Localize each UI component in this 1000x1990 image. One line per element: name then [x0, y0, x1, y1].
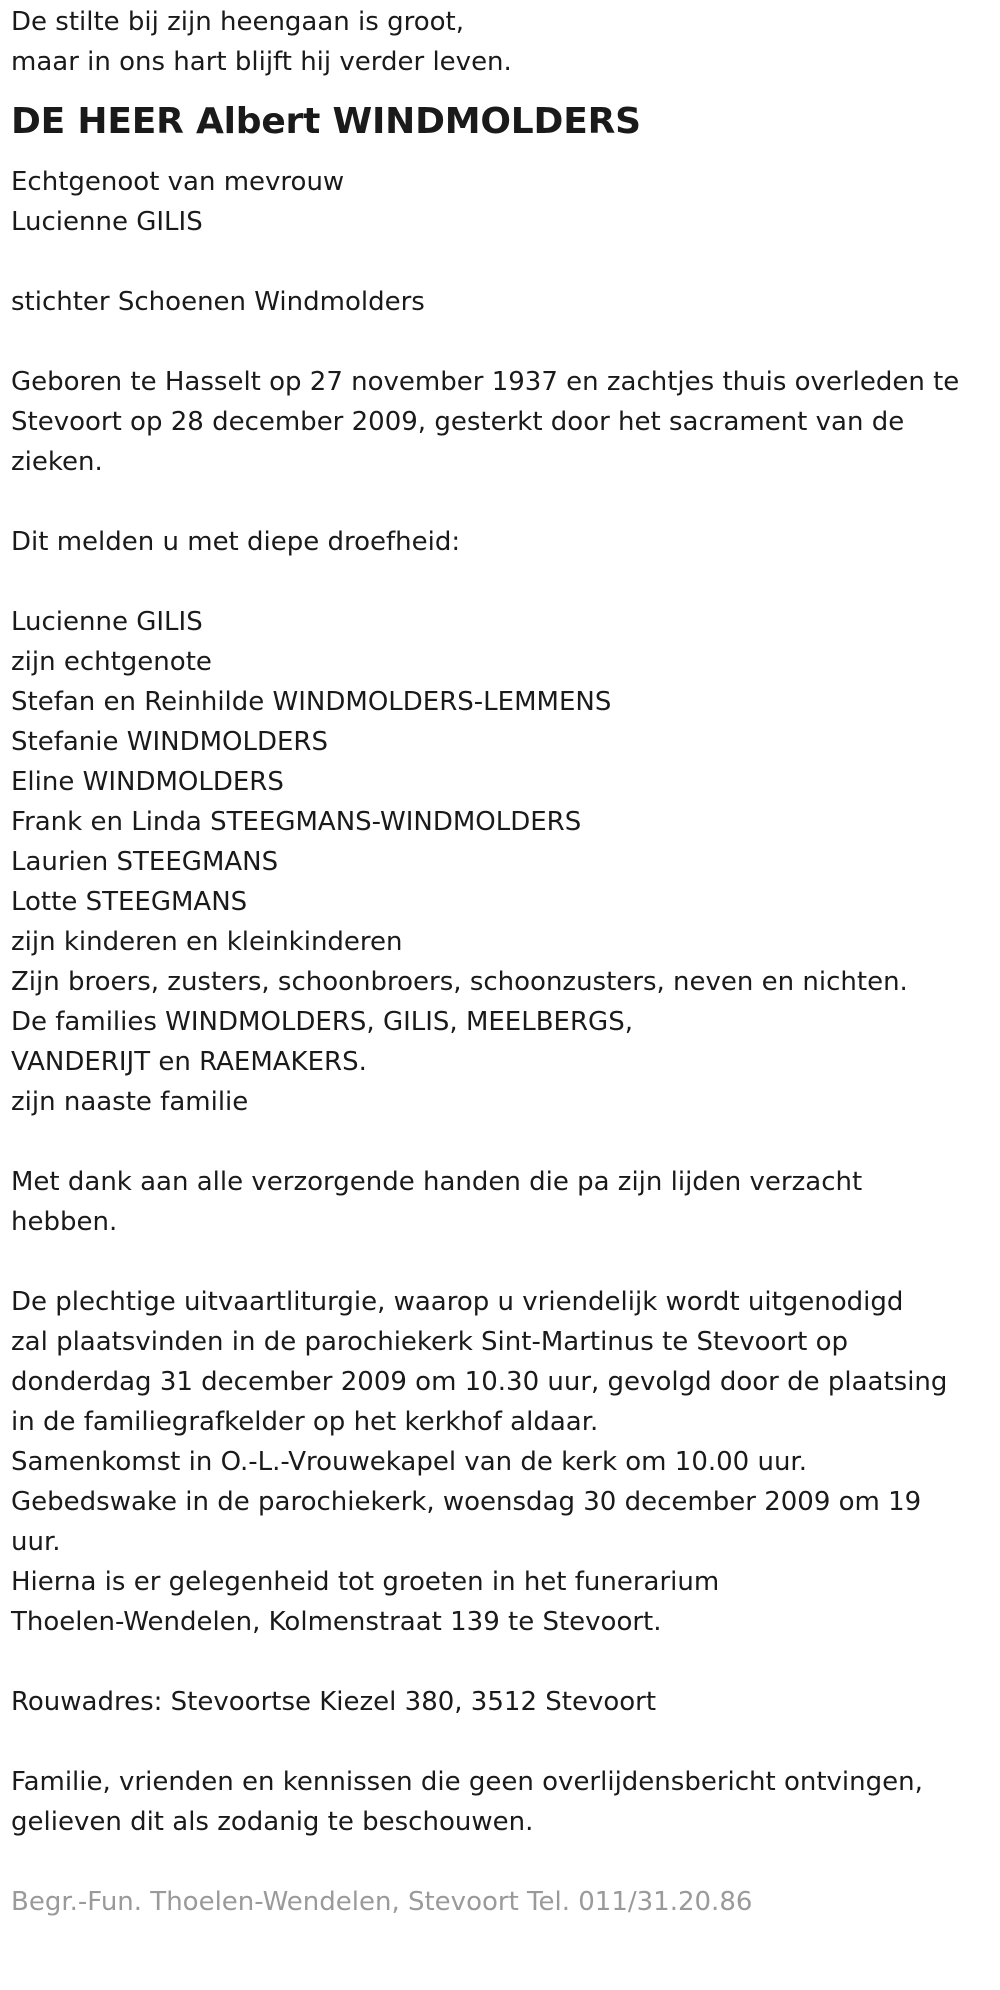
family-line: Frank en Linda STEEGMANS-WINDMOLDERS [11, 807, 582, 837]
birth-line: Stevoort op 28 december 2009, gesterkt door het sacrament van de [11, 407, 905, 437]
spacer [11, 242, 989, 282]
family-line: zijn naaste familie [11, 1087, 249, 1117]
closing-section [11, 1762, 989, 1842]
spacer [11, 562, 989, 602]
spacer [11, 322, 989, 362]
ceremony-line: Thoelen-Wendelen, Kolmenstraat 139 te Stevoort. [11, 1607, 662, 1637]
ceremony-section [11, 1282, 989, 1642]
family-line: Stefanie WINDMOLDERS [11, 727, 328, 757]
family-line: Laurien STEEGMANS [11, 847, 279, 877]
family-line: Zijn broers, zusters, schoonbroers, schoonzusters, neven en nichten. [11, 967, 908, 997]
family-line: Lotte STEEGMANS [11, 887, 248, 917]
ceremony-line: zal plaatsvinden in de parochiekerk Sint-Martinus te Stevoort op [11, 1327, 848, 1357]
deceased-name-title: DE HEER Albert WINDMOLDERS [11, 101, 641, 142]
family-line: Lucienne GILIS [11, 607, 203, 637]
birth-line: zieken. [11, 447, 103, 477]
spacer [11, 1642, 989, 1682]
spacer [11, 1842, 989, 1882]
spacer [11, 1722, 989, 1762]
intro-section [11, 2, 989, 82]
ceremony-line: Samenkomst in O.-L.-Vrouwekapel van de kerk om 10.00 uur. [11, 1447, 807, 1477]
family-line: Eline WINDMOLDERS [11, 767, 284, 797]
funeral-home-footer: Begr.-Fun. Thoelen-Wendelen, Stevoort Tel. 011/31.20.86 [11, 1887, 753, 1917]
family-line: zijn echtgenote [11, 647, 212, 677]
spacer [11, 1122, 989, 1162]
spacer [11, 482, 989, 522]
spouse-line: Echtgenoot van mevrouw [11, 167, 345, 197]
birth-section [11, 362, 989, 482]
spacer [11, 1242, 989, 1282]
family-line: De families WINDMOLDERS, GILIS, MEELBERGS, [11, 1007, 633, 1037]
ceremony-line: uur. [11, 1527, 61, 1557]
intro-line: De stilte bij zijn heengaan is groot, [11, 7, 464, 37]
closing-line: gelieven dit als zodanig te beschouwen. [11, 1807, 534, 1837]
family-line: VANDERIJT en RAEMAKERS. [11, 1047, 367, 1077]
intro-line: maar in ons hart blijft hij verder leven. [11, 47, 512, 77]
family-line: zijn kinderen en kleinkinderen [11, 927, 403, 957]
ceremony-line: donderdag 31 december 2009 om 10.30 uur, gevolgd door de plaatsing [11, 1367, 948, 1397]
founder-line: stichter Schoenen Windmolders [11, 287, 425, 317]
ceremony-line: De plechtige uitvaartliturgie, waarop u vriendelijk wordt uitgenodigd [11, 1287, 904, 1317]
thanks-line: hebben. [11, 1207, 118, 1237]
spouse-line: Lucienne GILIS [11, 207, 203, 237]
thanks-line: Met dank aan alle verzorgende handen die pa zijn lijden verzacht [11, 1167, 863, 1197]
ceremony-line: Gebedswake in de parochiekerk, woensdag 30 december 2009 om 19 [11, 1487, 922, 1517]
family-section [11, 602, 989, 1122]
birth-line: Geboren te Hasselt op 27 november 1937 en zachtjes thuis overleden te [11, 367, 960, 397]
ceremony-line: in de familiegrafkelder op het kerkhof aldaar. [11, 1407, 599, 1437]
address-line: Rouwadres: Stevoortse Kiezel 380, 3512 Stevoort [11, 1687, 657, 1717]
ceremony-line: Hierna is er gelegenheid tot groeten in het funerarium [11, 1567, 720, 1597]
family-line: Stefan en Reinhilde WINDMOLDERS-LEMMENS [11, 687, 612, 717]
spouse-section [11, 162, 989, 242]
thanks-section [11, 1162, 989, 1242]
announce-line: Dit melden u met diepe droefheid: [11, 527, 461, 557]
closing-line: Familie, vrienden en kennissen die geen overlijdensbericht ontvingen, [11, 1767, 923, 1797]
